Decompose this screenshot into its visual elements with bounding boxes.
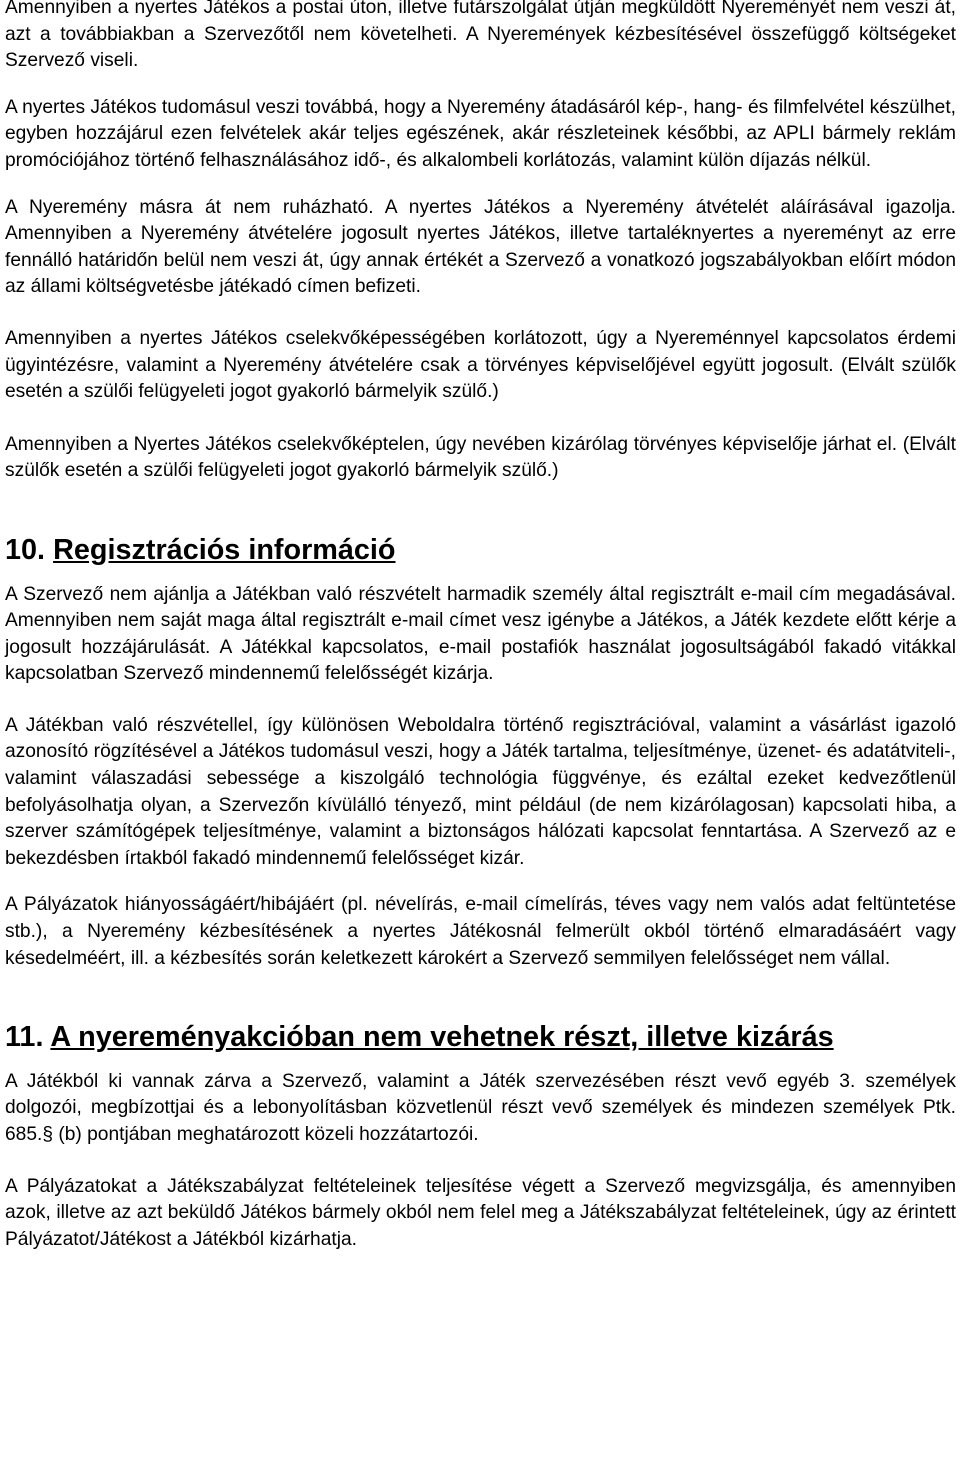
- paragraph-third-party-email: A Szervező nem ajánlja a Játékban való részvételt harmadik személy által regisztrált e-mail cím megadásával. Amennyiben nem saját maga által regisztrált e-mail címet vesz igénybe a Játékos, a Játék kezdete előtt kérje a jogosult hozzájárulását. A Játékkal kapcsolatos, e-mail postafiók használat jogosultságából fakadó vitákkal kapcsolatban Szervező mindennemű felelősségét kizárja.: [5, 583, 956, 685]
- section-10-heading: [5, 533, 956, 566]
- paragraph-prize-not-collected: Amennyiben a nyertes Játékos a postai úton, illetve futárszolgálat útján megküldött Nyereményét nem veszi át, azt a továbbiakban a Szervezőtől nem követelheti. A Nyeremények kézbesítésével összefüggő költségeket Szervező viseli.: [5, 0, 956, 72]
- section-10-number: 10.: [5, 533, 46, 566]
- paragraph-incapacitated: Amennyiben a Nyertes Játékos cselekvőképtelen, úgy nevében kizárólag törvényes képviselője járhat el. (Elvált szülők esetén a szülői felügyeleti jogot gyakorló bármelyik szülő.): [5, 433, 956, 482]
- section-11-heading: [5, 1021, 956, 1054]
- paragraph-non-transferable: A Nyeremény másra át nem ruházható. A nyertes Játékos a Nyeremény átvételét aláírásával igazolja. Amennyiben a Nyeremény átvételére jogosult nyertes Játékos, illetve tartaléknyertes a nyereményt az erre fennálló határidőn belül nem veszi át, úgy annak értékét a Szervező a vonatkozó jogszabályokban előírt módon az állami költségvetésbe játékadó címen befizeti.: [5, 196, 956, 298]
- section-11-title: A nyereményakcióban nem vehetnek részt, illetve kizárás: [50, 1021, 834, 1054]
- paragraph-excluded-persons: A Játékból ki vannak zárva a Szervező, valamint a Játék szervezésében részt vevő egyéb 3. személyek dolgozói, megbízottjai és a lebonyolításban közvetlenül részt vevő személyek és mindezen személyek Ptk. 685.§ (b) pontjában meghatározott közeli hozzátartozói.: [5, 1070, 956, 1145]
- paragraph-recording-consent: A nyertes Játékos tudomásul veszi továbbá, hogy a Nyeremény átadásáról kép-, hang- és filmfelvétel készülhet, egyben hozzájárul ezen felvételek akár teljes egészének, akár részleteinek későbbi, az APLI bármely reklám promóciójához történő felhasználásához idő-, és alkalombeli korlátozás, valamint külön díjazás nélkül.: [5, 96, 956, 171]
- paragraph-technology-disclaimer: A Játékban való részvétellel, így különösen Weboldalra történő regisztrációval, valamint a vásárlást igazoló azonosító rögzítésével a Játékos tudomásul veszi, hogy a Játék tartalma, teljesítménye, üzenet- és adatátviteli-, valamint válaszadási sebessége a kiszolgáló technológia függvénye, és ezáltal ezeket kedvezőtlenül befolyásolhatja olyan, a Szervezőn kívülálló tényező, mint például (de nem kizárólagosan) kapcsolati hiba, a szerver számítógépek teljesítménye, valamint a biztonságos hálózati kapcsolat fenntartása. A Szervező az e bekezdésben írtakból fakadó mindennemű felelősséget kizár.: [5, 714, 956, 869]
- paragraph-limited-capacity: Amennyiben a nyertes Játékos cselekvőképességében korlátozott, úgy a Nyereménnyel kapcsolatos érdemi ügyintézésre, valamint a Nyeremény átvételére csak a törvényes képviselőjével együtt jogosult. (Elvált szülők esetén a szülői felügyeleti jogot gyakorló bármelyik szülő.): [5, 327, 956, 403]
- paragraph-submission-review: A Pályázatokat a Játékszabályzat feltételeinek teljesítése végett a Szervező megvizsgálja, és amennyiben azok, illetve az azt beküldő Játékos bármely okból nem felel meg a Játékszabályzat feltételeinek, úgy az érintett Pályázatot/Játékost a Játékból kizárhatja.: [5, 1175, 956, 1250]
- section-10-title: Regisztrációs információ: [53, 533, 396, 566]
- paragraph-submission-errors: A Pályázatok hiányosságáért/hibájáért (pl. névelírás, e-mail címelírás, téves vagy nem valós adat feltüntetése stb.), a Nyeremény kézbesítésének a nyertes Játékosnál felmerült okból történő elmaradásáért vagy késedelméért, ill. a kézbesítés során keletkezett károkért a Szervező semmilyen felelősséget nem vállal.: [5, 894, 956, 969]
- document-page: [5, 0, 956, 1253]
- section-11-number: 11.: [5, 1021, 44, 1054]
